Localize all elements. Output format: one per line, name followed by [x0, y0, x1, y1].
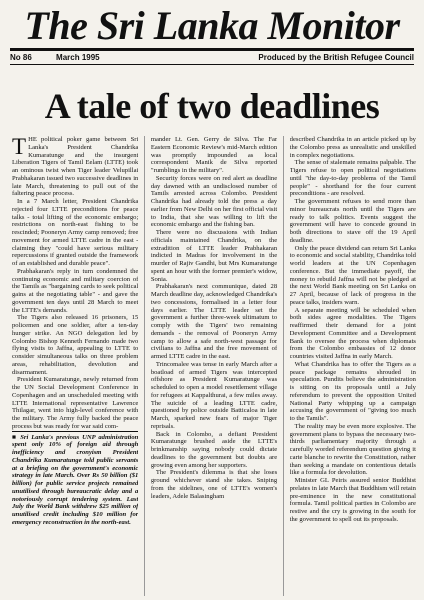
- square-bullet-icon: ■: [12, 433, 18, 441]
- publisher-credit: Produced by the British Refugee Council: [258, 53, 414, 62]
- paragraph: Only the peace dividend can return Sri Lanka to economic and social stability, Chandrika told world leaders at the UN Copenhagen conference. But the immediate payoff, the money to rebuild Jaffna will not be pledged at the next World Bank meeting on Sri Lanka on 27 April, because of lack of progress in the peace talks, insiders warn.: [289, 244, 416, 306]
- paragraph: In a 7 March letter, President Chandrika rejected four LTTE preconditions for peace talks - total lifting of the economic embargo; restrictions on north-east fishing to be rescinded; Pooneryn Army camp removed; free movement for armed LTTE cadre in the east - claiming they "could have serious military repercussions if granted outside the framework of an established and durable peace".: [12, 198, 139, 267]
- paragraph: described Chandrika in an article picked up by the Colombo press as unrealistic and unskilled in complex negotiations.: [289, 136, 416, 159]
- headline: A tale of two deadlines: [44, 86, 380, 126]
- paragraph: The reality may be even more explosive. The government plans to bypass the necessary two-thirds parliamentary majority through a carefully worded referendum question giving it carte blanche to rewrite the Constitution, rather than seeking a mandate on contentious details like a formula for devolution.: [289, 422, 416, 477]
- article-column-3: [290, 136, 416, 596]
- paragraph: Trincomalee was tense in early March after a boatload of armed Tigers was intercepted offshore as President Kumaratunge was scheduled to open a model resettlement village for refugees at Kappalthurai, a few miles away. The suicide of a leading LTTE cadre, questioned by police outside Batticaloa in late March, sparked new fears of major Tiger reprisals.: [150, 360, 278, 430]
- issue-rule: [10, 64, 414, 65]
- paragraph: The President's dilemma is that she loses ground whichever stand she takes. Sniping from the sidelines, one of LTTE's women's leaders, Adele Balasingham: [150, 469, 278, 500]
- masthead: [10, 4, 414, 65]
- issue-date: March 1995: [56, 53, 100, 62]
- paragraph: mander Lt. Gen. Gerry de Silva. The Far Eastern Economic Review's mid-March edition was promptly impounded as local correspondent Manik de Silva reported "rumblings in the military".: [150, 136, 278, 174]
- issue-info: [10, 52, 122, 63]
- paragraph: Back in Colombo, a defiant President Kumaratunge brushed aside the LTTE's brinkmanship saying nobody could dictate deadlines to the government but doubts are growing even among her supporters.: [150, 430, 278, 469]
- paragraph: A separate meeting will be scheduled when both sides agree modalities. The Tigers reaffirmed their demand for a joint Development Committee and a Development Bank to oversee the process when diplomats from the Colombo embassies of 12 donor countries visited Jaffna in early March.: [289, 306, 416, 360]
- column-divider: [144, 136, 145, 596]
- issue-bar: [10, 51, 414, 64]
- publication-title: The Sri Lanka Monitor: [24, 3, 400, 48]
- drop-cap: T: [12, 136, 27, 159]
- summary-box: ■ Sri Lanka's previous UNP administration spent only 10% of foreign aid through inefficiency and cronyism President Chandrika Kumaratunge told public servants at a briefing on the government's economic strategy in late March. Over Rs 50 billion ($1 billion) for public service projects remained unutilised through bureaucratic delay and a notoriously corrupt tendering system. Last July the World Bank withdrew $25 million of unutilised credit including $10 million for emergency reconstruction in the north-east.: [12, 431, 138, 527]
- paragraph: Security forces were on red alert as deadline day dawned with an undisclosed number of Tamils arrested across Colombo. President Chandrika had already told the press a day earlier from New Delhi on her first official visit to India, that she was willing to lift the economic embargo and the fishing ban.: [150, 174, 278, 229]
- paragraph: Prabhakaran's next communique, dated 28 March deadline day, acknowledged Chandrika's two concessions, formalised in a letter four days earlier. The LTTE leader set the government a further three-week ultimatum to comply with the Tigers' two remaining demands - the removal of Pooneryn Army camp to allow a safe north-west passage for civilians to Jaffna and the free movement of armed LTTE cadre in the east.: [150, 283, 278, 360]
- paragraph: There were no discussions with Indian officials maintained Chandrika, on the extradition of LTTE leader Prabhakaran indicted in Madras for involvement in the murder of Rajiv Gandhi, but Mrs Kumaratunge spent an hour with the former premier's widow, Sonia.: [150, 229, 278, 283]
- paragraph: The government refuses to send more than minor bureaucrats north until the Tigers are ready to talk politics. Events suggest the government will have to concede ground in both directions to stave off the 19 April deadline.: [289, 198, 416, 244]
- article-column-1: [12, 136, 138, 596]
- issue-number: No 86: [10, 53, 32, 62]
- paragraph: Prabhakaran's reply in turn condemned the continuing economic and military coercion of the Tamils as "bargaining cards to seek political gains at the negotiating table" - and gave the government ten days until 28 March to meet the LTTE's demands.: [12, 267, 139, 314]
- article-body: [12, 136, 416, 596]
- column-divider: [283, 136, 284, 596]
- paragraph: THE political poker game between Sri Lanka's President Chandrika Kumaratunge and the insurgent Liberation Tigers of Tamil Eelam (LTTE) took an ominous twist when Tiger leader Velupillai Prabhakaran issued two successive deadlines in late March, threatening to pull out of the faltering peace process.: [12, 136, 139, 198]
- paragraph: The sense of stalemate remains palpable. The Tigers refuse to open political negotiations until "the day-to-day problems of the Tamil people" - shorthand for the four current preconditions - are resolved.: [289, 159, 416, 198]
- paragraph: Minister GL Peiris assured senior Buddhist prelates in late March that Buddhism will retain pre-eminence in the new constitutional formula. Tamil political parties in Colombo are restive and the cry is growing in the south for the government to spell out its proposals.: [289, 477, 416, 523]
- article-column-2: [151, 136, 277, 596]
- paragraph: President Kumaratunge, newly returned from the UN Social Development Conference in Copenhagen and an unscheduled meeting with LTTE International representative Lawrence Thilagar, went into high-level conference with the military. The Army fully backed the peace process but was ready for war said com-: [12, 376, 139, 430]
- paragraph: The Tigers also released 16 prisoners, 15 policemen and one soldier, after a ten-day hunger strike. An NGO delegation led by Colombo Bishop Kenneth Fernando made two flying visits to Jaffna, appealing to LTTE to consider simultaneous talks on three problem areas, rehabilitation, devolution and disarmament.: [12, 314, 139, 376]
- paragraph: What Chandrika has to offer the Tigers as a peace package remains shrouded in speculation. Pundits believe the administration is sitting on its proposals until a July referendum to prevent the opposition United National Party whipping up a campaign accusing the government of "giving too much to the Tamils".: [289, 360, 416, 422]
